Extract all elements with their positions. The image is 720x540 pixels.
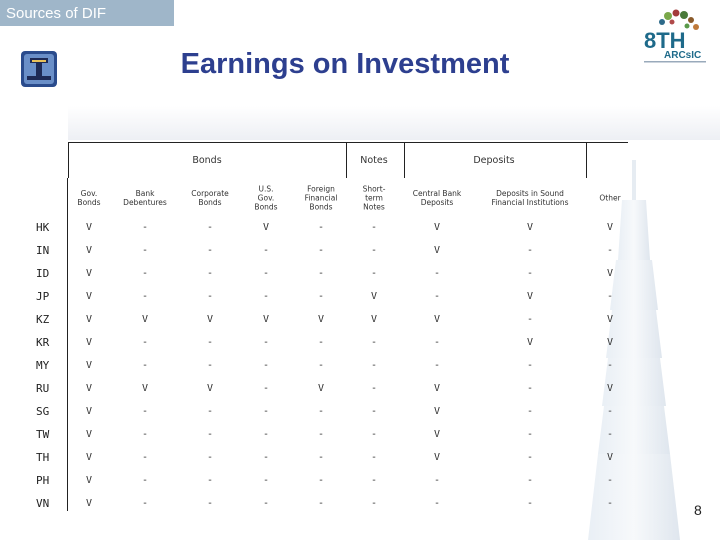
table-cell: V — [85, 429, 93, 440]
table-cell: V — [85, 268, 93, 279]
row-label: HK — [36, 221, 50, 234]
group-separator — [346, 142, 347, 178]
table-cell: - — [317, 452, 325, 463]
table-cell: - — [262, 475, 270, 486]
column-header-line: Foreign — [307, 184, 335, 194]
table-cell: V — [433, 245, 441, 256]
column-header-line: U.S. — [258, 184, 274, 194]
table-cell: V — [433, 222, 441, 233]
table-cell: V — [317, 383, 325, 394]
table-cell: - — [206, 337, 214, 348]
table-row — [0, 308, 720, 331]
table-cell: - — [606, 406, 614, 417]
table-cell: - — [206, 245, 214, 256]
row-label: KZ — [36, 313, 50, 326]
table-cell: V — [433, 383, 441, 394]
row-label: TW — [36, 428, 50, 441]
table-cell: V — [433, 314, 441, 325]
column-header-line: Financial — [304, 193, 338, 203]
table-cell: - — [262, 498, 270, 509]
table-cell: - — [526, 429, 534, 440]
page-number: 8 — [694, 502, 702, 518]
column-header-line: Debentures — [123, 198, 167, 207]
table-cell: - — [526, 314, 534, 325]
table-cell: - — [141, 475, 149, 486]
table-cell: - — [317, 245, 325, 256]
column-header — [413, 189, 462, 207]
column-header-line: Bonds — [254, 202, 278, 212]
table-cell: - — [317, 429, 325, 440]
table-cell: V — [141, 383, 149, 394]
table-cell: - — [317, 291, 325, 302]
table-cell: - — [370, 475, 378, 486]
column-header-line: Central Bank — [412, 189, 462, 198]
table-cell: - — [370, 337, 378, 348]
table-cell: - — [370, 429, 378, 440]
column-header-line: Short- — [362, 184, 386, 194]
table-cell: V — [85, 337, 93, 348]
table-cell: V — [141, 314, 149, 325]
table-cell: - — [141, 291, 149, 302]
row-label: ID — [36, 267, 50, 280]
row-label: VN — [36, 497, 50, 510]
table-cell: V — [85, 314, 93, 325]
table-cell: - — [433, 337, 441, 348]
table-cell: - — [317, 337, 325, 348]
slide-title: Earnings on Investment — [180, 48, 510, 80]
group-header: Deposits — [473, 155, 515, 166]
table-cell: - — [141, 360, 149, 371]
table-cell: - — [317, 360, 325, 371]
row-label: RU — [36, 382, 50, 395]
table-cell: - — [262, 337, 270, 348]
table-cell: - — [206, 291, 214, 302]
group-separator — [68, 142, 69, 178]
table-row — [0, 239, 720, 262]
table-cell: - — [317, 222, 325, 233]
table-cell: - — [141, 452, 149, 463]
table-cell: - — [606, 475, 614, 486]
table-row — [0, 377, 720, 400]
column-header — [191, 189, 229, 207]
table-cell: - — [433, 475, 441, 486]
table-cell: - — [206, 475, 214, 486]
table-cell: V — [433, 406, 441, 417]
table-row — [0, 469, 720, 492]
column-separator — [67, 178, 68, 511]
table-cell: V — [85, 498, 93, 509]
table-cell: - — [317, 498, 325, 509]
table-cell: V — [370, 314, 378, 325]
column-header-line: Bonds — [309, 202, 333, 212]
table-row — [0, 216, 720, 239]
column-header-line: term — [365, 193, 383, 203]
table-cell: - — [606, 245, 614, 256]
table-cell: V — [606, 222, 614, 233]
table-row — [0, 446, 720, 469]
row-label: PH — [36, 474, 50, 487]
table-cell: V — [206, 383, 214, 394]
table-cell: - — [141, 268, 149, 279]
table-cell: - — [526, 452, 534, 463]
table-cell: - — [526, 383, 534, 394]
group-separator — [404, 142, 405, 178]
column-header — [123, 189, 167, 207]
table-row — [0, 492, 720, 515]
table-cell: - — [262, 360, 270, 371]
table-cell: - — [433, 360, 441, 371]
table-cell: V — [606, 383, 614, 394]
table-cell: - — [370, 268, 378, 279]
column-header — [363, 185, 386, 212]
table-cell: V — [85, 222, 93, 233]
table-cell: V — [370, 291, 378, 302]
column-header — [254, 185, 277, 212]
table-row — [0, 400, 720, 423]
row-label: MY — [36, 359, 50, 372]
table-cell: V — [262, 314, 270, 325]
table-cell: - — [206, 406, 214, 417]
table-cell: - — [370, 406, 378, 417]
table-cell: - — [141, 245, 149, 256]
group-separator — [586, 142, 587, 178]
table-cell: V — [606, 452, 614, 463]
column-header-line: Other — [599, 193, 621, 203]
row-label: JP — [36, 290, 50, 303]
table-cell: V — [85, 360, 93, 371]
conference-logo-name: ARCsIC — [664, 50, 702, 61]
column-header-line: Bonds — [198, 198, 222, 207]
column-header-line: Corporate — [191, 189, 229, 198]
table-cell: V — [85, 245, 93, 256]
column-header-line: Gov. — [80, 189, 98, 198]
table-cell: V — [526, 291, 534, 302]
table-row — [0, 423, 720, 446]
table-cell: V — [317, 314, 325, 325]
table-cell: - — [262, 268, 270, 279]
table-cell: - — [262, 245, 270, 256]
table-cell: - — [206, 268, 214, 279]
table-row — [0, 262, 720, 285]
table-cell: - — [370, 383, 378, 394]
table-cell: V — [606, 268, 614, 279]
table-cell: - — [141, 498, 149, 509]
table-cell: - — [317, 406, 325, 417]
table-cell: V — [85, 406, 93, 417]
table-cell: - — [526, 406, 534, 417]
table-cell: - — [206, 452, 214, 463]
table-cell: - — [433, 268, 441, 279]
table-cell: - — [141, 429, 149, 440]
column-header-line: Notes — [363, 202, 385, 212]
table-cell: V — [526, 222, 534, 233]
table-cell: - — [262, 383, 270, 394]
table-cell: V — [606, 314, 614, 325]
table-cell: - — [370, 360, 378, 371]
table-cell: - — [206, 498, 214, 509]
table-cell: - — [370, 245, 378, 256]
table-cell: - — [206, 429, 214, 440]
table-cell: - — [606, 498, 614, 509]
table-row — [0, 331, 720, 354]
table-cell: - — [206, 360, 214, 371]
table-cell: - — [317, 268, 325, 279]
group-header: Notes — [360, 155, 388, 166]
table-cell: - — [526, 475, 534, 486]
table-cell: V — [433, 452, 441, 463]
table-cell: V — [433, 429, 441, 440]
table-cell: - — [262, 291, 270, 302]
table-cell: - — [526, 360, 534, 371]
table-row — [0, 285, 720, 308]
column-header-line: Deposits — [420, 198, 454, 207]
table-cell: - — [606, 429, 614, 440]
table-cell: - — [370, 222, 378, 233]
row-label: KR — [36, 336, 50, 349]
table-cell: V — [262, 222, 270, 233]
column-header — [77, 189, 100, 207]
table-cell: V — [206, 314, 214, 325]
table-cell: - — [606, 291, 614, 302]
table-cell: V — [526, 337, 534, 348]
table-cell: - — [526, 498, 534, 509]
header-divider — [68, 142, 628, 143]
table-cell: - — [141, 222, 149, 233]
table-cell: - — [141, 406, 149, 417]
table-cell: V — [85, 383, 93, 394]
column-header-line: Financial Institutions — [491, 198, 569, 207]
conference-logo-number: 8TH — [644, 28, 686, 53]
column-header-line: Gov. — [257, 193, 275, 203]
table-cell: V — [606, 337, 614, 348]
table-cell: - — [433, 498, 441, 509]
table-row — [0, 354, 720, 377]
table-cell: V — [85, 475, 93, 486]
table-cell: - — [262, 429, 270, 440]
table-cell: - — [317, 475, 325, 486]
column-header-line: Bank — [135, 189, 155, 198]
section-tag: Sources of DIF — [0, 0, 174, 26]
group-header: Bonds — [192, 155, 222, 166]
column-header — [305, 185, 338, 212]
table-cell: - — [606, 360, 614, 371]
table-cell: - — [370, 498, 378, 509]
table-cell: - — [526, 245, 534, 256]
row-label: TH — [36, 451, 50, 464]
table-cell: - — [141, 337, 149, 348]
column-header-line: Deposits in Sound — [496, 189, 564, 198]
table-cell: - — [262, 406, 270, 417]
table-cell: V — [85, 291, 93, 302]
row-label: SG — [36, 405, 50, 418]
table-cell: - — [433, 291, 441, 302]
table-cell: - — [206, 222, 214, 233]
table-cell: V — [85, 452, 93, 463]
table-cell: - — [526, 268, 534, 279]
row-label: IN — [36, 244, 50, 257]
column-header — [491, 189, 568, 207]
table-cell: - — [262, 452, 270, 463]
column-header — [599, 194, 620, 203]
table-cell: - — [370, 452, 378, 463]
column-header-line: Bonds — [77, 198, 101, 207]
